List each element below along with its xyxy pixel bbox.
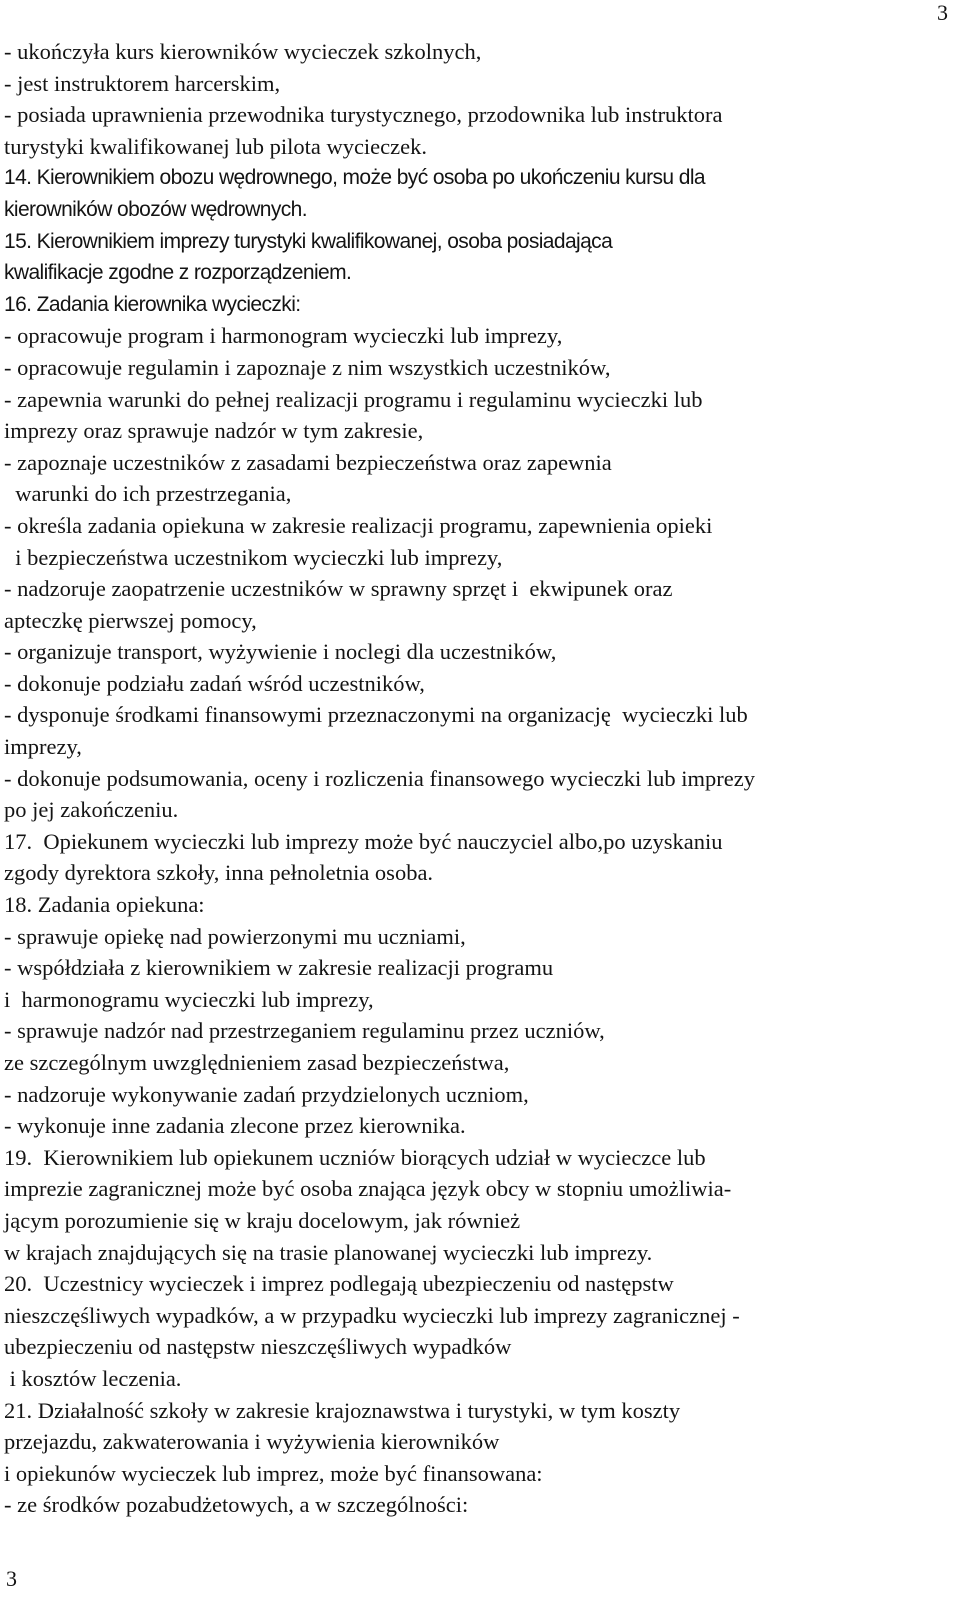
- text-line: i harmonogramu wycieczki lub imprezy,: [4, 986, 374, 1012]
- text-line: - dokonuje podziału zadań wśród uczestników,: [4, 670, 425, 696]
- text-line: - posiada uprawnienia przewodnika turystycznego, przodownika lub instruktora: [4, 102, 723, 128]
- text-line: - opracowuje program i harmonogram wycieczki lub imprezy,: [4, 323, 563, 349]
- text-line: - opracowuje regulamin i zapoznaje z nim wszystkich uczestników,: [4, 354, 611, 380]
- text-line: ubezpieczeniu od następstw nieszczęśliwych wypadków: [4, 1334, 512, 1360]
- text-line: 18. Zadania opiekuna:: [4, 892, 205, 918]
- text-line: 15. Kierownikiem imprezy turystyki kwalifikowanej, osoba posiadająca: [4, 229, 613, 253]
- text-line: i opiekunów wycieczek lub imprez, może być finansowana:: [4, 1460, 543, 1486]
- page-number-top: 3: [937, 0, 948, 25]
- text-line: 16. Zadania kierownika wycieczki:: [4, 292, 301, 316]
- text-line: imprezie zagranicznej może być osoba znająca język obcy w stopniu umożliwia-: [4, 1176, 732, 1202]
- text-line: i bezpieczeństwa uczestnikom wycieczki lub imprezy,: [4, 544, 503, 570]
- text-line: apteczkę pierwszej pomocy,: [4, 607, 257, 633]
- text-line: turystyki kwalifikowanej lub pilota wycieczek.: [4, 133, 428, 159]
- text-line: 19. Kierownikiem lub opiekunem uczniów biorących udział w wycieczce lub: [4, 1144, 706, 1170]
- text-line: - określa zadania opiekuna w zakresie realizacji programu, zapewnienia opieki: [4, 512, 713, 538]
- text-line: 14. Kierownikiem obozu wędrownego, może być osoba po ukończeniu kursu dla: [4, 166, 705, 190]
- text-line: jącym porozumienie się w kraju docelowym, jak również: [4, 1207, 521, 1233]
- text-line: - dysponuje środkami finansowymi przeznaczonymi na organizację wycieczki lub: [4, 702, 748, 728]
- document-body: [4, 36, 954, 1521]
- text-line: przejazdu, zakwaterowania i wyżywienia kierowników: [4, 1429, 500, 1455]
- text-line: po jej zakończeniu.: [4, 797, 179, 823]
- text-line: ze szczególnym uwzględnieniem zasad bezpieczeństwa,: [4, 1050, 510, 1075]
- text-line: - ze środków pozabudżetowych, a w szczególności:: [4, 1492, 469, 1518]
- text-line: - organizuje transport, wyżywienie i noclegi dla uczestników,: [4, 639, 557, 665]
- text-line: - nadzoruje zaopatrzenie uczestników w sprawny sprzęt i ekwipunek oraz: [4, 576, 673, 602]
- text-line: - nadzoruje wykonywanie zadań przydzielonych uczniom,: [4, 1081, 529, 1107]
- text-line: nieszczęśliwych wypadków, a w przypadku wycieczki lub imprezy zagranicznej -: [4, 1302, 740, 1328]
- text-line: 17. Opiekunem wycieczki lub imprezy może być nauczyciel albo,po uzyskaniu: [4, 828, 723, 854]
- text-line: 21. Działalność szkoły w zakresie krajoznawstwa i turystyki, w tym koszty: [4, 1397, 681, 1423]
- text-line: - sprawuje nadzór nad przestrzeganiem regulaminu przez uczniów,: [4, 1018, 605, 1044]
- text-line: - zapoznaje uczestników z zasadami bezpieczeństwa oraz zapewnia: [4, 449, 612, 475]
- page-number-bottom: 3: [6, 1566, 17, 1591]
- text-line: - jest instruktorem harcerskim,: [4, 70, 281, 96]
- text-line: warunki do ich przestrzegania,: [4, 481, 292, 507]
- text-line: imprezy,: [4, 734, 82, 760]
- text-line: kwalifikacje zgodne z rozporządzeniem.: [4, 261, 352, 285]
- text-line: - ukończyła kurs kierowników wycieczek szkolnych,: [4, 39, 482, 64]
- text-line: zgody dyrektora szkoły, inna pełnoletnia osoba.: [4, 860, 434, 886]
- text-line: imprezy oraz sprawuje nadzór w tym zakresie,: [4, 418, 424, 444]
- text-line: - dokonuje podsumowania, oceny i rozliczenia finansowego wycieczki lub imprezy: [4, 765, 756, 791]
- text-line: i kosztów leczenia.: [4, 1365, 182, 1391]
- text-line: w krajach znajdujących się na trasie planowanej wycieczki lub imprezy.: [4, 1239, 653, 1265]
- text-line: - wykonuje inne zadania zlecone przez kierownika.: [4, 1113, 466, 1139]
- text-line: 20. Uczestnicy wycieczek i imprez podlegają ubezpieczeniu od następstw: [4, 1271, 674, 1297]
- text-line: - współdziała z kierownikiem w zakresie realizacji programu: [4, 955, 554, 981]
- text-line: kierowników obozów wędrownych.: [4, 197, 307, 221]
- text-line: - sprawuje opiekę nad powierzonymi mu uczniami,: [4, 923, 466, 949]
- text-line: - zapewnia warunki do pełnej realizacji programu i regulaminu wycieczki lub: [4, 386, 703, 412]
